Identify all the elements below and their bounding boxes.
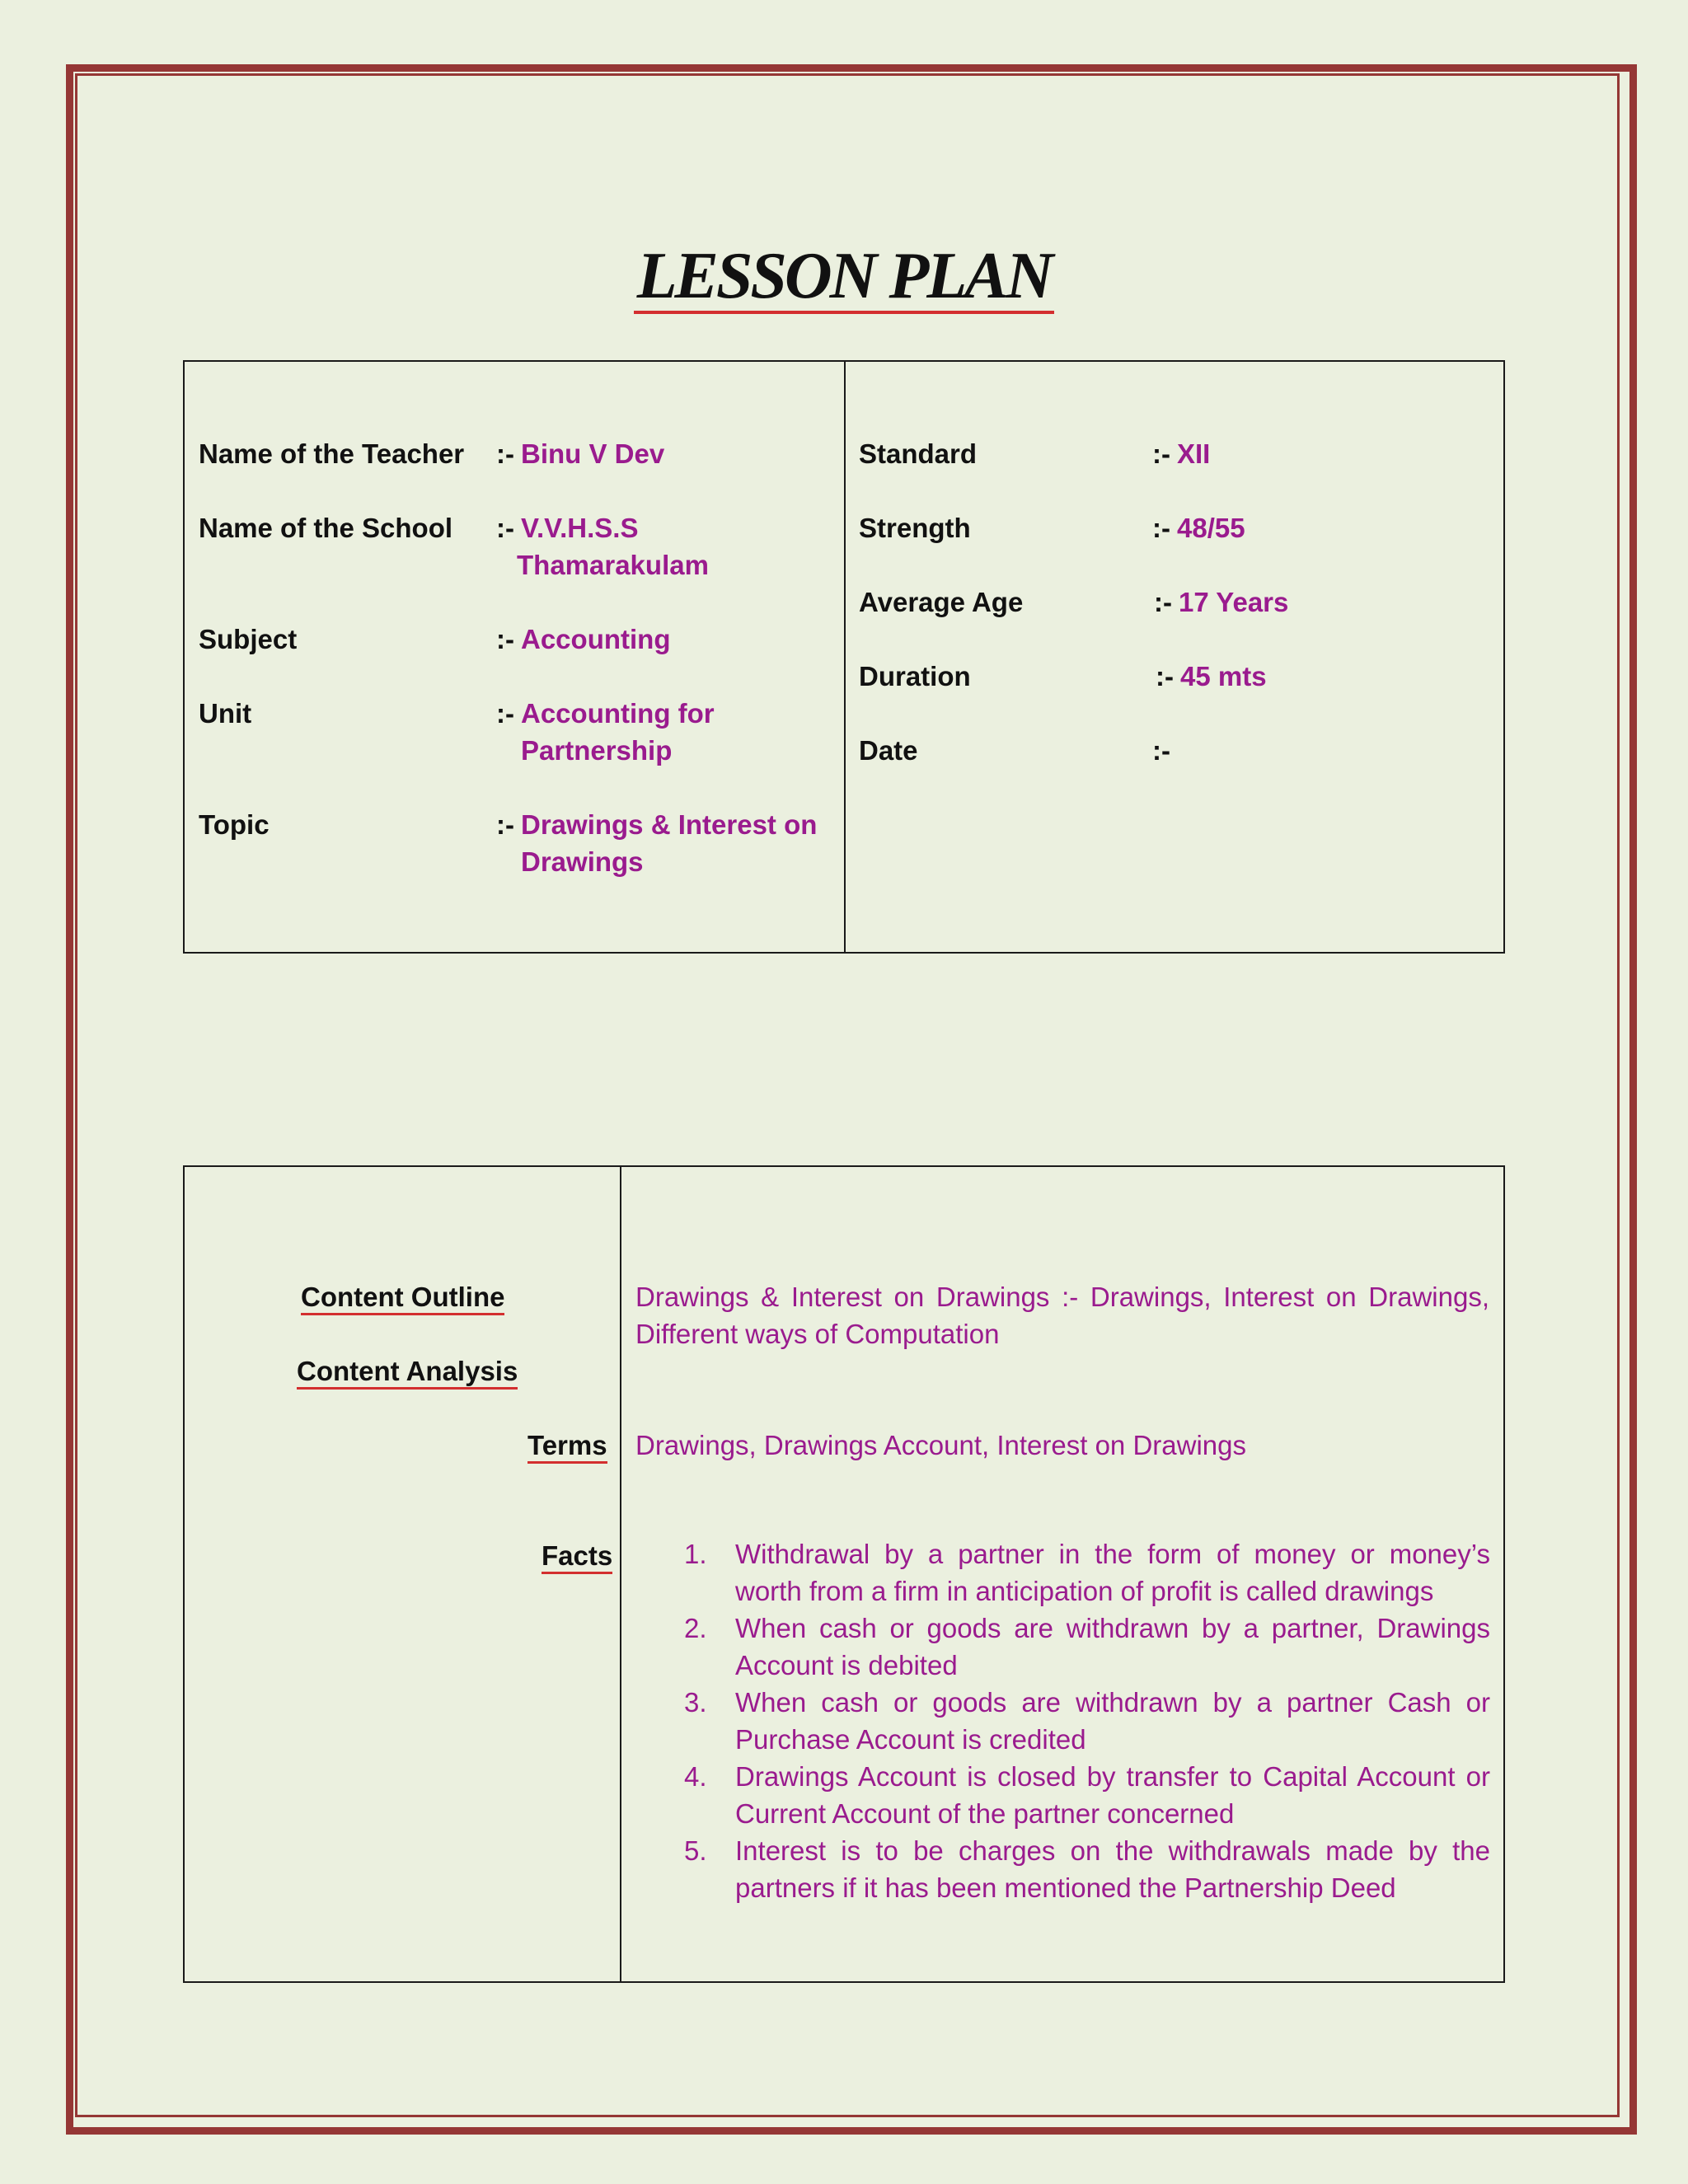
topic-value-line2: Drawings: [521, 846, 644, 877]
school-value: V.V.H.S.S: [521, 513, 639, 543]
unit-value-line2: Partnership: [521, 735, 673, 766]
content-analysis-heading: Content Analysis: [297, 1352, 518, 1390]
strength-label: Strength: [859, 513, 971, 543]
page-title-text: LESSON PLAN: [634, 243, 1055, 314]
info-table-divider: [844, 360, 846, 954]
page-title: [0, 239, 1688, 314]
facts-list: [635, 1535, 1490, 1906]
duration-separator: :-: [1156, 661, 1174, 691]
unit-separator: :-: [496, 698, 514, 729]
standard-separator: :-: [1152, 438, 1170, 469]
content-outline-heading: Content Outline: [301, 1278, 504, 1315]
subject-separator: :-: [496, 624, 514, 654]
fact-item: 4. Drawings Account is closed by transfer to Capital Account or Current Account of the partner concerned: [684, 1761, 1490, 1829]
date-separator: :-: [1152, 735, 1170, 766]
topic-value: Drawings & Interest on: [521, 809, 818, 840]
unit-label: Unit: [199, 698, 252, 729]
subject-value: Accounting: [521, 624, 671, 654]
fact-item: 2. When cash or goods are withdrawn by a partner, Drawings Account is debited: [684, 1613, 1490, 1680]
school-label: Name of the School: [199, 513, 453, 543]
duration-value: 45 mts: [1180, 661, 1267, 691]
fact-item: 1. Withdrawal by a partner in the form of money or money’s worth from a firm in anticipation of profit is called drawings: [684, 1539, 1490, 1606]
fact-item: 5. Interest is to be charges on the withdrawals made by the partners if it has been mentioned the Partnership Deed: [684, 1835, 1490, 1903]
strength-separator: :-: [1152, 513, 1170, 543]
subject-label: Subject: [199, 624, 298, 654]
duration-label: Duration: [859, 661, 971, 691]
average-age-label: Average Age: [859, 587, 1024, 617]
teacher-value: Binu V Dev: [521, 438, 665, 469]
teacher-label: Name of the Teacher: [199, 438, 465, 469]
content-table-divider: [620, 1165, 621, 1983]
topic-label: Topic: [199, 809, 270, 840]
average-age-value: 17 Years: [1179, 587, 1289, 617]
school-separator: :-: [496, 513, 514, 543]
standard-label: Standard: [859, 438, 978, 469]
facts-heading: Facts: [542, 1537, 612, 1574]
teacher-separator: :-: [496, 438, 514, 469]
school-value-line2: Thamarakulam: [517, 550, 709, 580]
terms-heading: Terms: [528, 1427, 607, 1464]
standard-value: XII: [1177, 438, 1211, 469]
fact-item: 3. When cash or goods are withdrawn by a partner Cash or Purchase Account is credited: [684, 1687, 1490, 1755]
content-outline-text: Drawings & Interest on Drawings :- Drawings, Interest on Drawings, Different ways of Computation: [635, 1282, 1489, 1349]
date-label: Date: [859, 735, 918, 766]
average-age-separator: :-: [1154, 587, 1172, 617]
strength-value: 48/55: [1177, 513, 1245, 543]
terms-text: Drawings, Drawings Account, Interest on Drawings: [635, 1430, 1246, 1460]
unit-value: Accounting for: [521, 698, 715, 729]
topic-separator: :-: [496, 809, 514, 840]
